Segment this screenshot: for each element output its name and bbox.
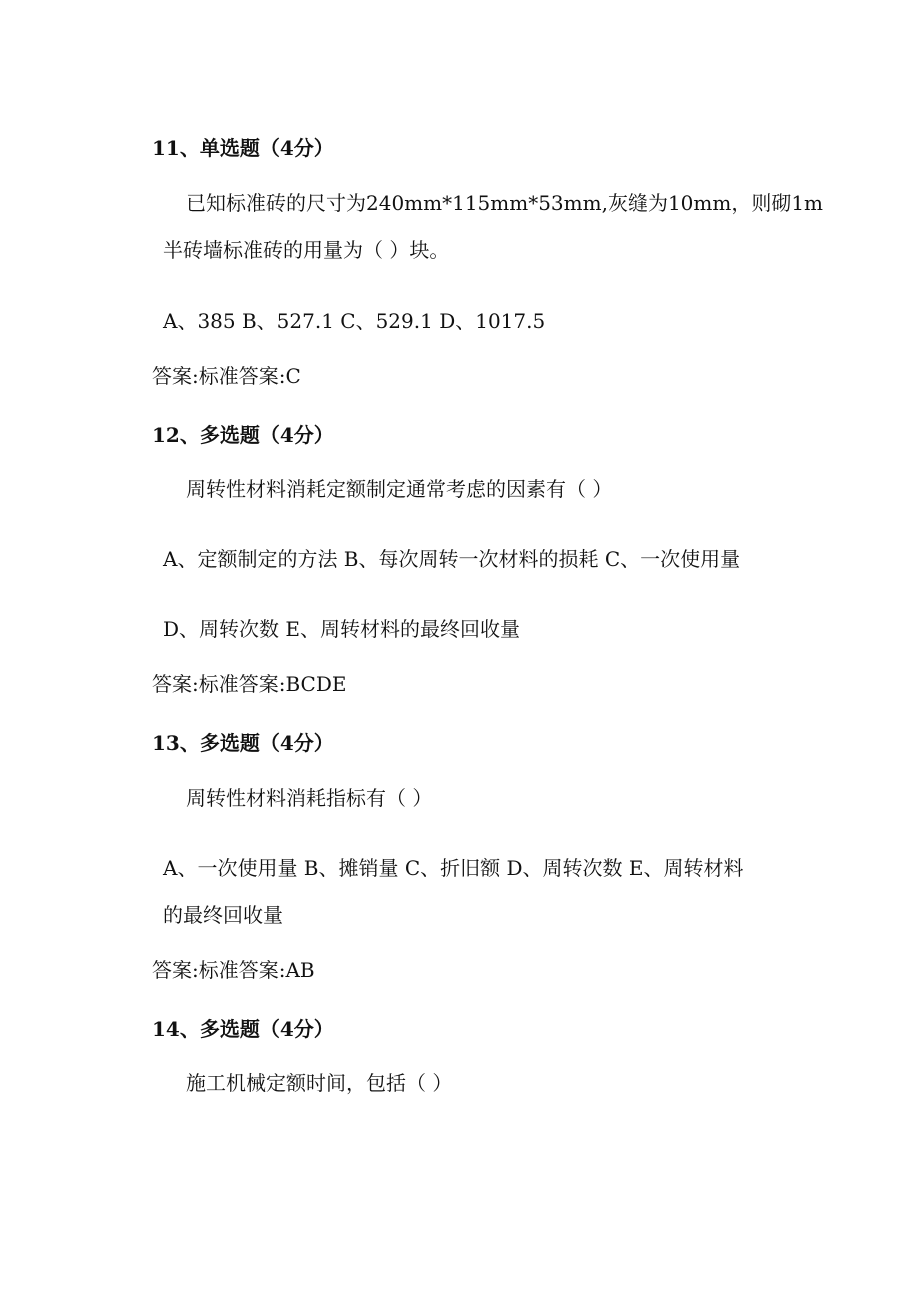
question-12-stem-line-1: 周转性材料消耗定额制定通常考虑的因素有（ ） <box>186 477 613 501</box>
question-11-stem-line-1: 已知标准砖的尺寸为240mm*115mm*53mm,灰缝为10mm，则砌1m <box>186 191 824 215</box>
question-13-stem-line-1: 周转性材料消耗指标有（ ） <box>186 786 433 810</box>
question-12-heading: 12、多选题（4分） <box>152 423 334 447</box>
question-11-options: A、385 B、527.1 C、529.1 D、1017.5 <box>163 309 546 333</box>
question-13-options-line-2: 的最终回收量 <box>163 903 283 927</box>
question-13-heading: 13、多选题（4分） <box>152 731 334 755</box>
question-11-answer: 答案:标准答案:C <box>152 364 301 388</box>
question-11-stem-line-2: 半砖墙标准砖的用量为（ ）块。 <box>163 238 450 262</box>
question-14-stem-line-1: 施工机械定额时间，包括（ ） <box>186 1071 453 1095</box>
question-13-answer: 答案:标准答案:AB <box>152 958 315 982</box>
question-12-options-line-2: D、周转次数 E、周转材料的最终回收量 <box>163 617 520 641</box>
question-14-heading: 14、多选题（4分） <box>152 1017 334 1041</box>
question-12-options-line-1: A、定额制定的方法 B、每次周转一次材料的损耗 C、一次使用量 <box>163 547 741 571</box>
question-11-heading: 11、单选题（4分） <box>152 136 334 160</box>
question-12-answer: 答案:标准答案:BCDE <box>152 672 347 696</box>
question-13-options-line-1: A、一次使用量 B、摊销量 C、折旧额 D、周转次数 E、周转材料 <box>163 856 744 880</box>
